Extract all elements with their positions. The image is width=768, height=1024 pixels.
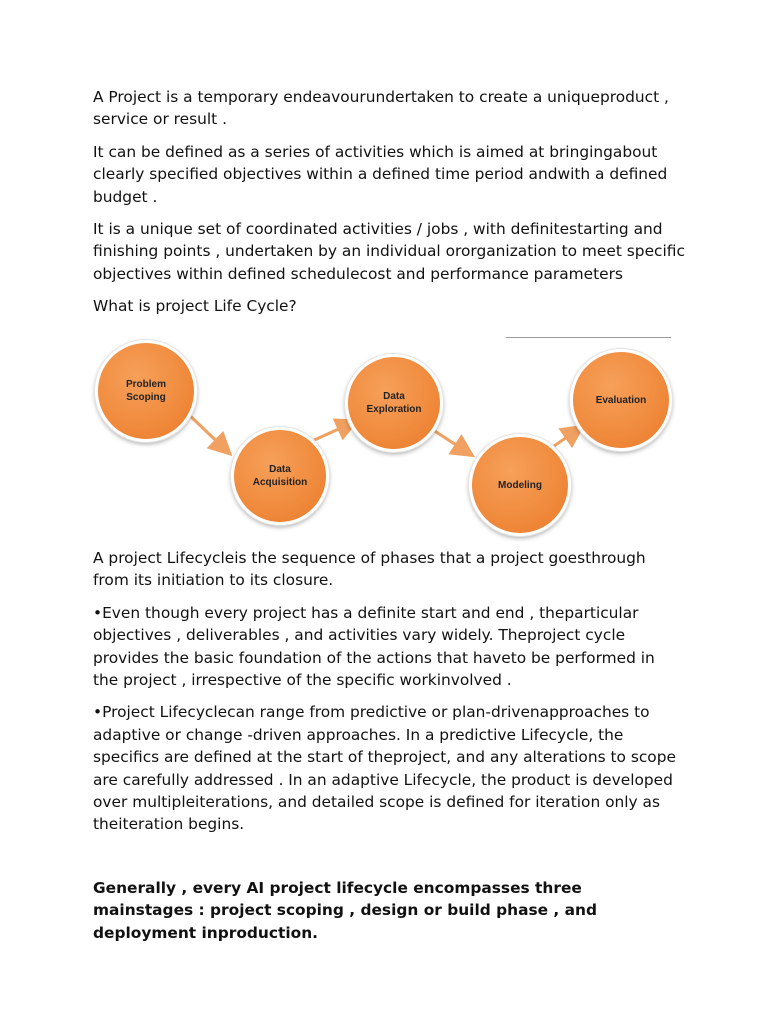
stage-data-exploration xyxy=(345,354,443,452)
stage-label: Exploration xyxy=(366,404,422,415)
question-heading: What is project Life Cycle? xyxy=(93,297,297,316)
stage-label: Problem xyxy=(125,379,166,390)
stage-label: Scoping xyxy=(126,392,166,403)
stage-modeling xyxy=(469,434,571,536)
top-text xyxy=(93,86,693,328)
stage-label: Data xyxy=(383,391,405,402)
paragraph-bullet-1: •Even though every project has a definite start and end , theparticular objectives , deliverables , and activities vary widely. Theproject cycle provides the basic foundation of the actions that haveto be performed in the project , irrespective of the specific workinvolved . xyxy=(93,603,655,690)
arrow-4 xyxy=(554,428,580,446)
stage-data-acquisition xyxy=(231,427,329,525)
paragraph-conclusion: Generally , every AI project lifecycle encompasses three mainstages : project scoping , design or build phase , and deployment inproduction. xyxy=(93,879,597,942)
stage-problem-scoping xyxy=(95,340,197,442)
stage-label: Data xyxy=(269,464,291,475)
paragraph-bullet-2: •Project Lifecyclecan range from predictive or plan-drivenapproaches to adaptive or change -driven approaches. In a predictive Lifecycle, the specifics are defined at the start of theproject, and any alterations to scope are carefully addressed . In an adaptive Lifecycle, the product is developed over multipleiterations, and detailed scope is defined for iteration only as theiteration begins. xyxy=(93,703,676,834)
paragraph-lifecycle-def: A project Lifecycleis the sequence of phases that a project goesthrough from its initiation to its closure. xyxy=(93,549,646,590)
stage-label: Acquisition xyxy=(252,477,308,488)
paragraph-unique-set: It is a unique set of coordinated activities / jobs , with definitestarting and finishing points , undertaken by an individual ororganization to meet specific objectives within defined schedulecost and performance parameters xyxy=(93,220,685,283)
arrow-1 xyxy=(186,412,228,452)
paragraph-series: It can be defined as a series of activities which is aimed at bringingabout clearly specified objectives within a defined time period andwith a defined budget . xyxy=(93,142,668,206)
stage-label: Evaluation xyxy=(595,394,647,406)
stage-evaluation xyxy=(570,349,672,451)
stage-label: Modeling xyxy=(498,479,542,491)
paragraph-definition: A Project is a temporary endeavourundertaken to create a uniqueproduct , service or result . xyxy=(93,88,669,129)
arrow-2 xyxy=(310,422,354,442)
lifecycle-diagram xyxy=(88,330,688,540)
arrow-3 xyxy=(430,428,470,454)
bottom-text xyxy=(93,547,683,846)
conclusion-block xyxy=(93,877,683,954)
